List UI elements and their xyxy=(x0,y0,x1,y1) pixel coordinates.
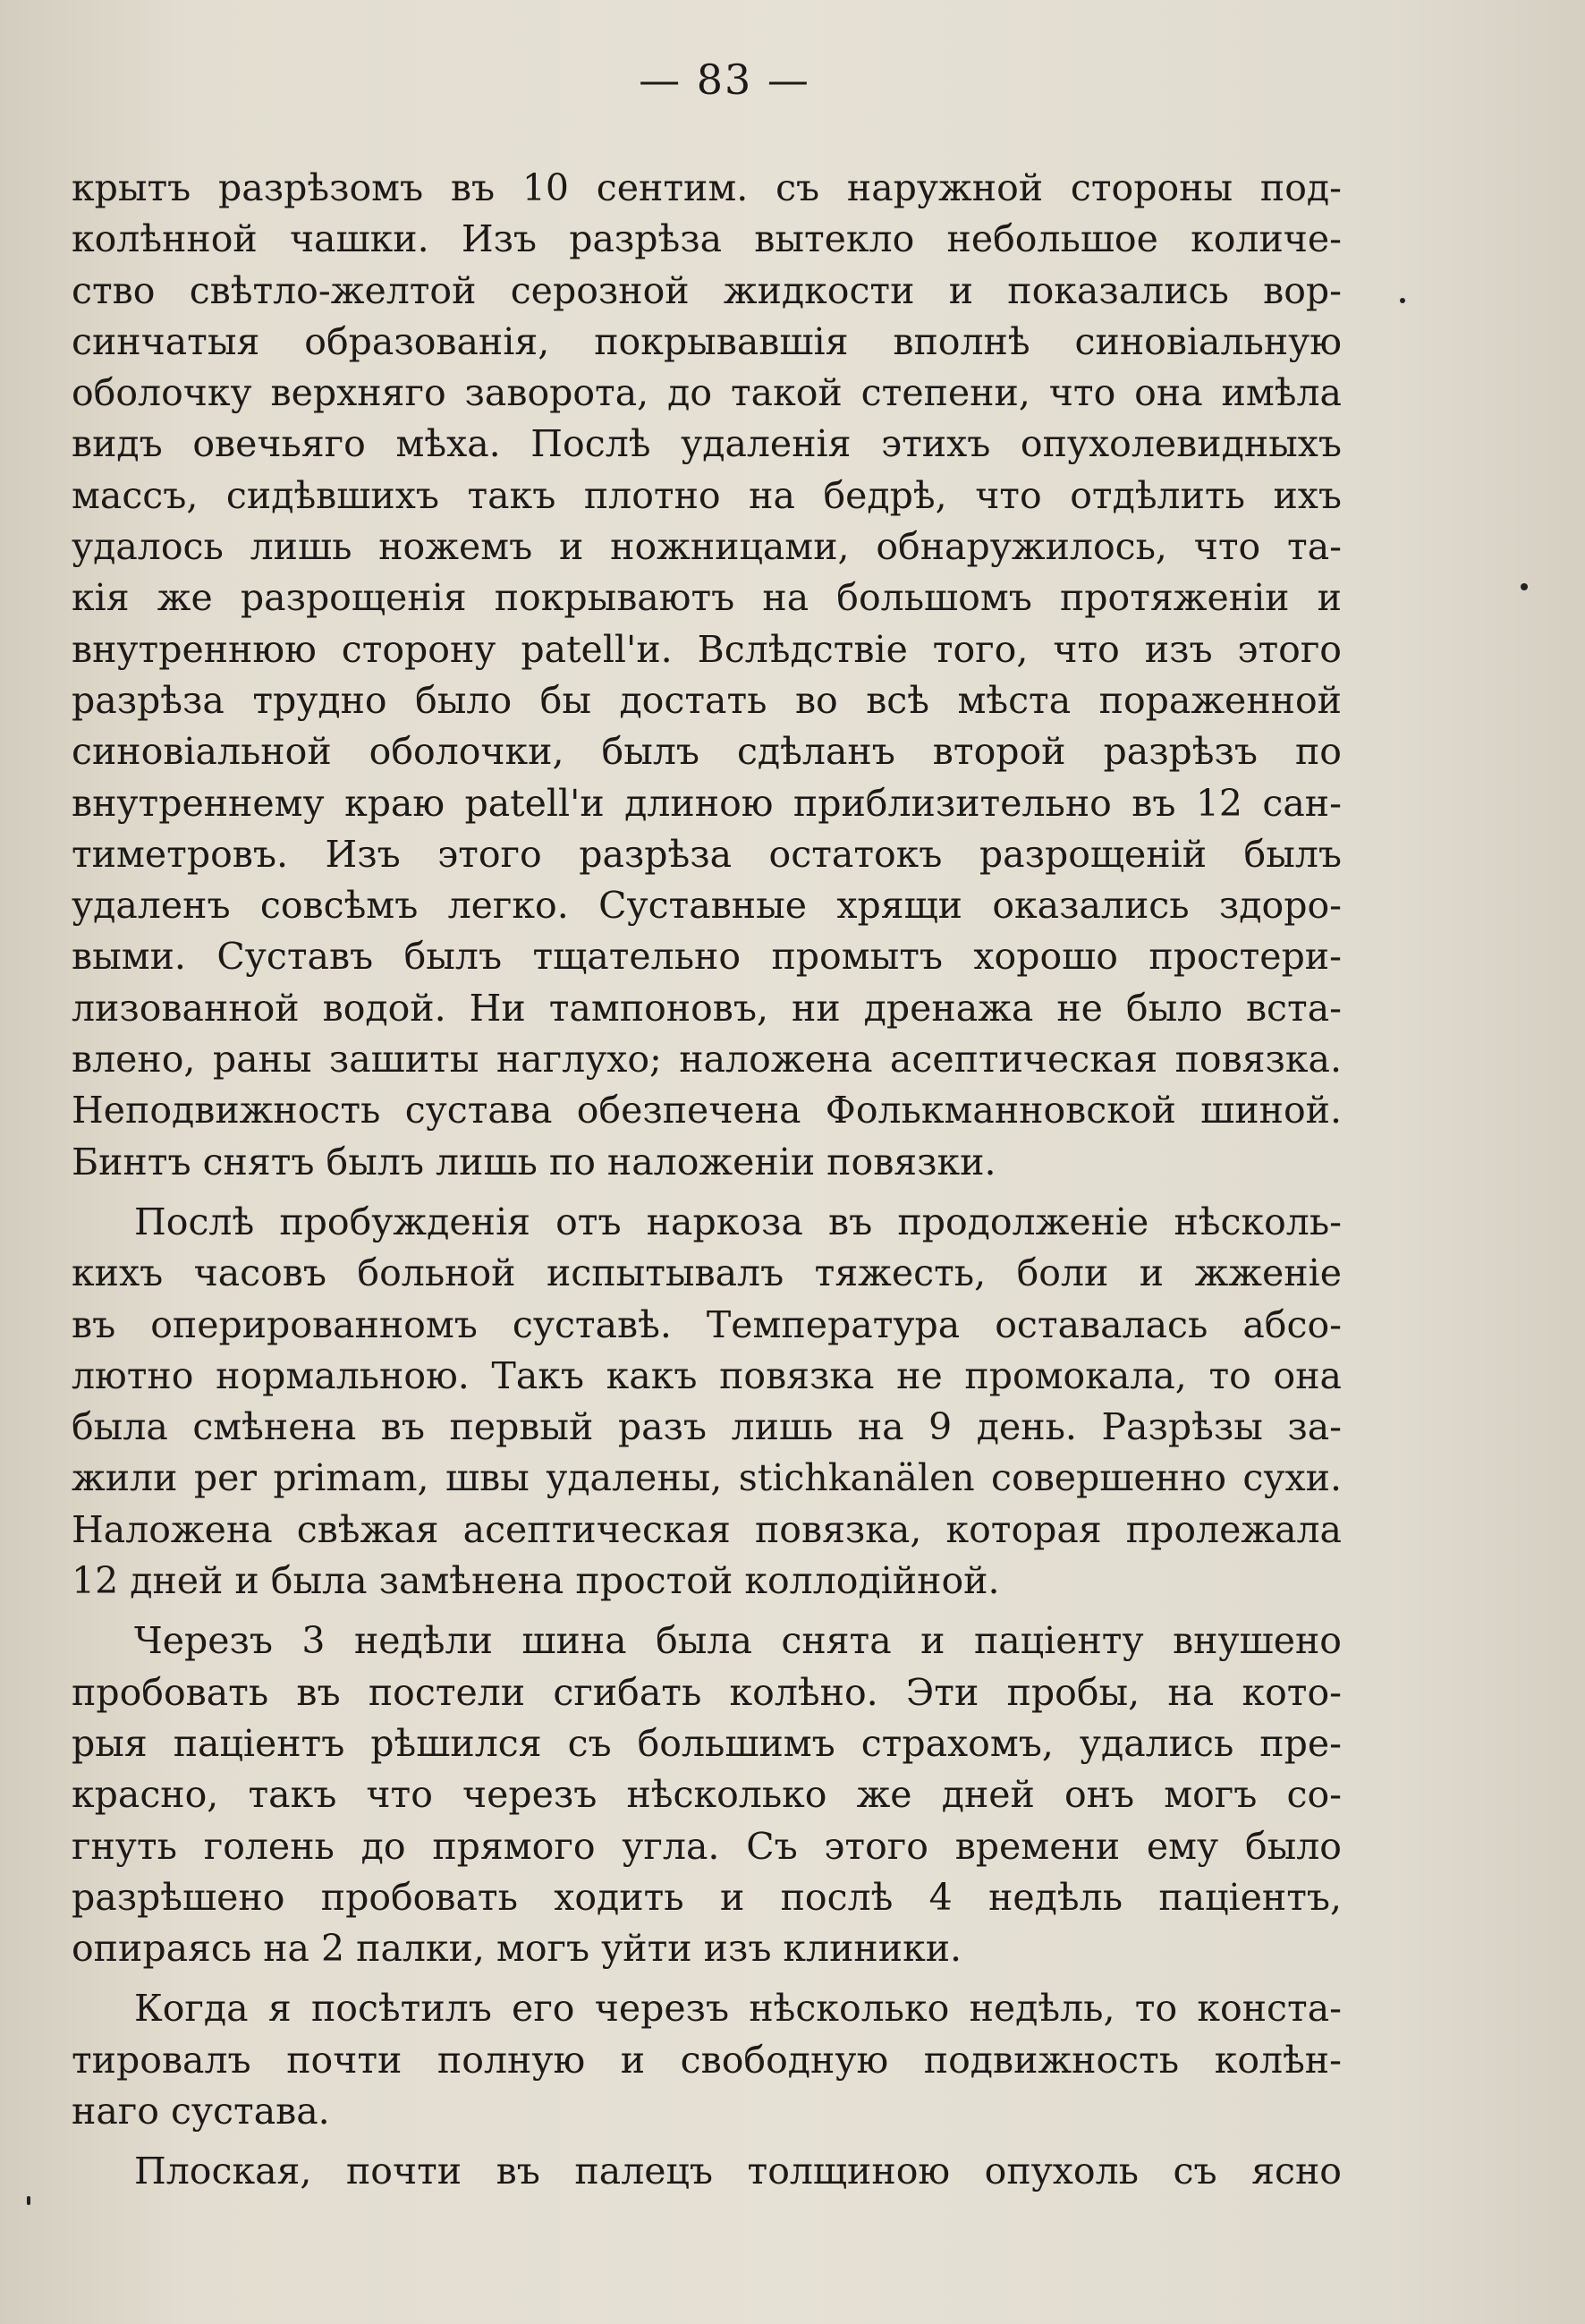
text-line: въ оперированномъ суставѣ. Температура оставалась абсо- xyxy=(72,1302,1342,1346)
text-body xyxy=(72,163,1342,2198)
paragraph-4 xyxy=(72,1983,1342,2137)
paragraph-3 xyxy=(72,1616,1342,1974)
text-line: кихъ часовъ больной испытывалъ тяжесть, боли и жженіе xyxy=(72,1251,1342,1295)
page-number: — 83 — xyxy=(639,55,810,104)
text-line: Бинтъ снятъ былъ лишь по наложеніи повязки. xyxy=(72,1140,996,1183)
text-line: опираясь на 2 палки, могъ уйти изъ клиники. xyxy=(72,1927,962,1971)
paragraph-2 xyxy=(72,1197,1342,1607)
text-line: разрѣза трудно было бы достать во всѣ мѣста пораженной xyxy=(72,678,1342,722)
text-line: влено, раны зашиты наглухо; наложена асептическая повязка. xyxy=(72,1038,1342,1081)
text-line: внутреннюю сторону patell'и. Вслѣдствіе того, что изъ этого xyxy=(72,627,1342,671)
paragraph-1 xyxy=(72,163,1342,1188)
text-line: Неподвижность сустава обезпечена Фолькманновской шиной. xyxy=(72,1089,1342,1132)
text-line: лютно нормальною. Такъ какъ повязка не промокала, то она xyxy=(72,1353,1342,1397)
paragraph-5 xyxy=(72,2146,1342,2197)
ink-speck xyxy=(27,2196,30,2205)
text-line: тировалъ почти полную и свободную подвижность колѣн- xyxy=(72,2038,1342,2082)
text-line: колѣнной чашки. Изъ разрѣза вытекло небольшое количе- xyxy=(72,217,1342,261)
text-line: синчатыя образованія, покрывавшія вполнѣ синовіальную xyxy=(72,319,1342,363)
text-line: оболочку верхняго заворота, до такой степени, что она имѣла xyxy=(72,371,1342,415)
text-line: лизованной водой. Ни тампоновъ, ни дренажа не было вста- xyxy=(72,986,1342,1030)
text-line: выми. Суставъ былъ тщательно промытъ хорошо простери- xyxy=(72,935,1342,979)
text-line: массъ, сидѣвшихъ такъ плотно на бедрѣ, что отдѣлить ихъ xyxy=(72,473,1342,517)
text-line: кія же разрощенія покрываютъ на большомъ протяженіи и xyxy=(72,576,1342,620)
ink-speck xyxy=(1521,583,1528,590)
text-line: Послѣ пробужденія отъ наркоза въ продолженіе нѣсколь- xyxy=(134,1200,1342,1243)
text-line: 12 дней и была замѣнена простой коллодійной. xyxy=(72,1559,1000,1603)
text-line: тиметровъ. Изъ этого разрѣза остатокъ разрощеній былъ xyxy=(72,832,1342,876)
text-line: удаленъ совсѣмъ легко. Суставные хрящи оказались здоро- xyxy=(72,884,1342,928)
text-line: пробовать въ постели сгибать колѣно. Эти пробы, на кото- xyxy=(72,1670,1342,1714)
text-line: красно, такъ что черезъ нѣсколько же дней онъ могъ со- xyxy=(72,1773,1342,1817)
text-line: Наложена свѣжая асептическая повязка, которая пролежала xyxy=(72,1507,1342,1551)
text-line: внутреннему краю patell'и длиною приблизительно въ 12 сан- xyxy=(72,781,1342,825)
text-line: гнуть голень до прямого угла. Съ этого времени ему было xyxy=(72,1824,1342,1868)
text-line: была смѣнена въ первый разъ лишь на 9 день. Разрѣзы за- xyxy=(72,1405,1342,1449)
text-line: Плоская, почти въ палецъ толщиною опухоль съ ясно xyxy=(134,2150,1342,2193)
text-line: ство свѣтло-желтой серозной жидкости и показались вор- xyxy=(72,268,1342,312)
text-line: жили per primam, швы удалены, stichkanälen совершенно сухи. xyxy=(72,1456,1342,1500)
text-line: рыя паціентъ рѣшился съ большимъ страхомъ, удались пре- xyxy=(72,1721,1342,1765)
ink-speck xyxy=(1400,298,1405,303)
text-line: Когда я посѣтилъ его черезъ нѣсколько недѣль, то конста- xyxy=(134,1987,1342,2031)
text-line: крытъ разрѣзомъ въ 10 сентим. съ наружной стороны под- xyxy=(72,166,1342,209)
text-line: Черезъ 3 недѣли шина была снята и паціенту внушено xyxy=(134,1619,1342,1663)
text-line: наго сустава. xyxy=(72,2089,330,2133)
text-line: разрѣшено пробовать ходить и послѣ 4 недѣль паціентъ, xyxy=(72,1875,1342,1919)
text-line: видъ овечьяго мѣха. Послѣ удаленія этихъ опухолевидныхъ xyxy=(72,422,1342,466)
text-line: синовіальной оболочки, былъ сдѣланъ второй разрѣзъ по xyxy=(72,730,1342,774)
text-line: удалось лишь ножемъ и ножницами, обнаружилось, что та- xyxy=(72,525,1342,569)
